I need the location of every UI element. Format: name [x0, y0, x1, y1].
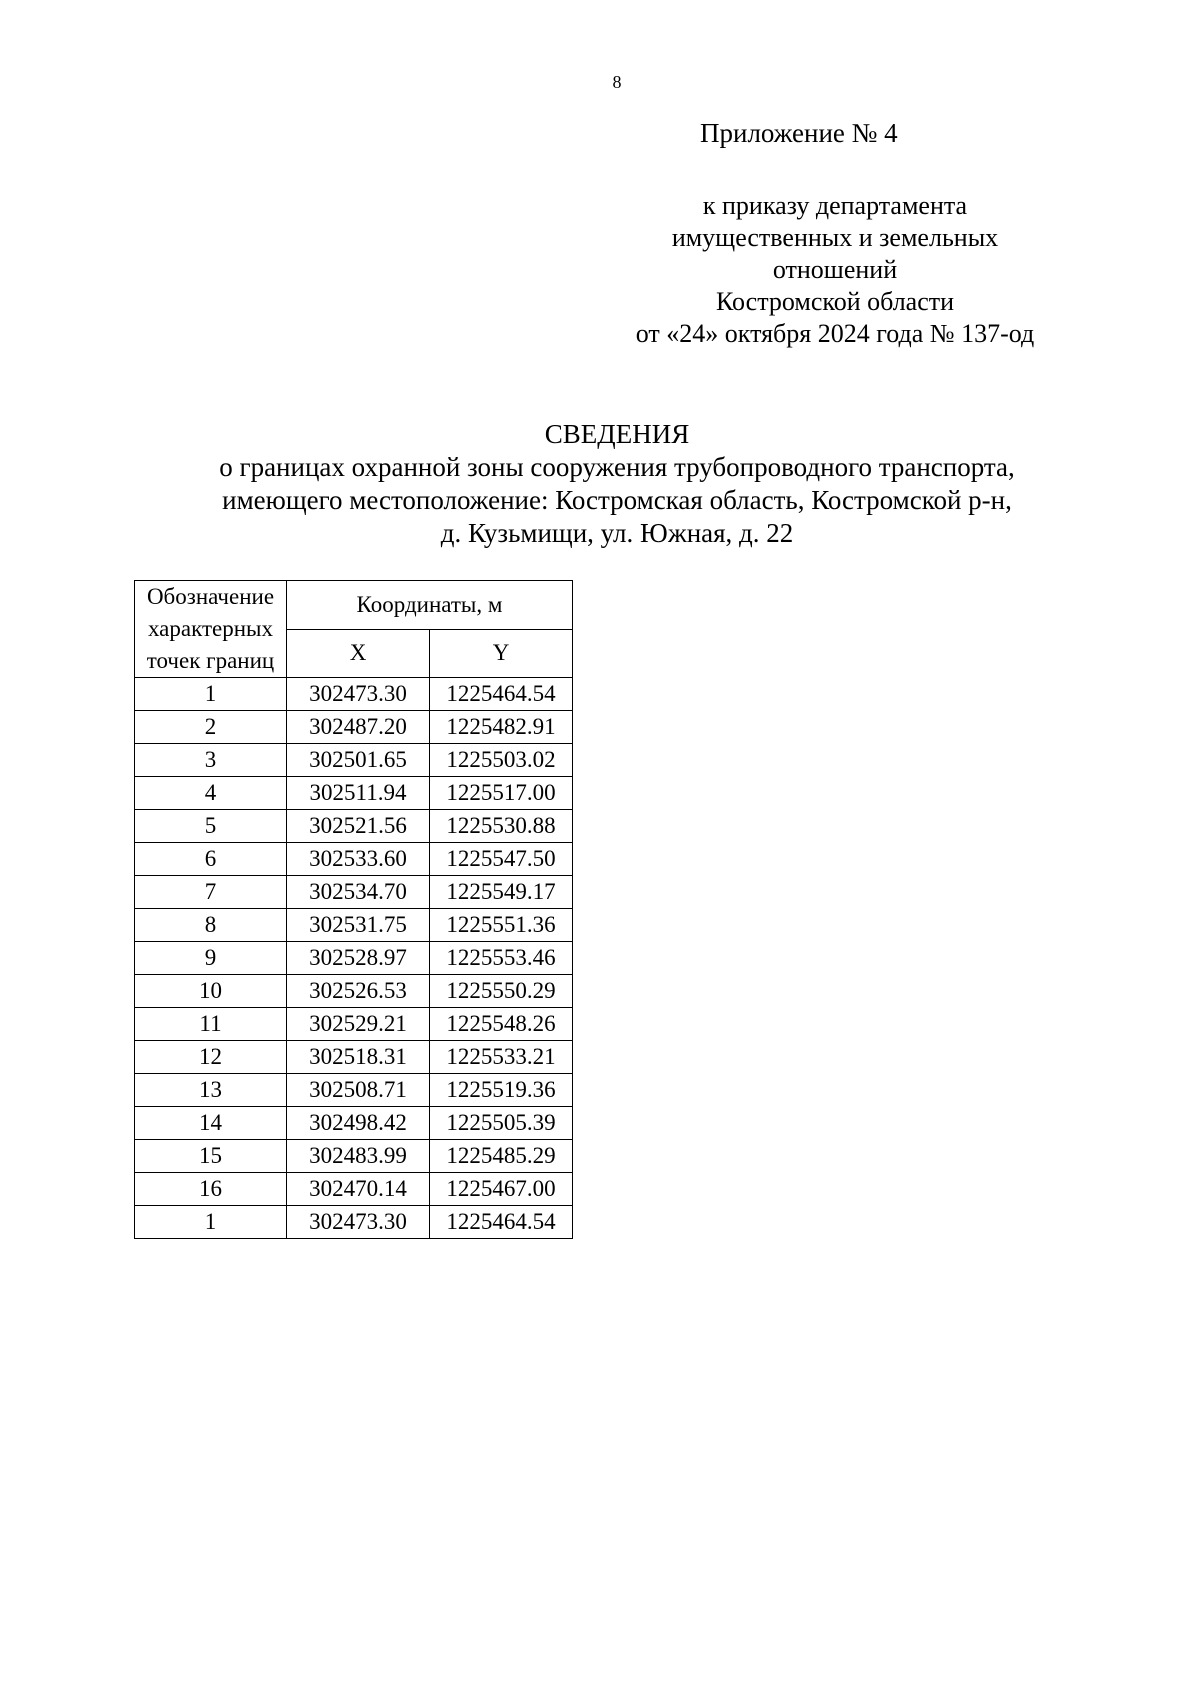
header-point-line: Обозначение — [146, 584, 275, 609]
table-row — [135, 1173, 573, 1206]
y-cell: 1225464.54 — [430, 1206, 573, 1239]
y-cell: 1225464.54 — [430, 678, 573, 711]
document-heading — [0, 418, 1200, 550]
point-cell: 1 — [135, 678, 287, 711]
x-cell: 302498.42 — [287, 1107, 430, 1140]
point-cell: 10 — [135, 975, 287, 1008]
coordinates-table-body — [135, 678, 573, 1239]
point-cell: 4 — [135, 777, 287, 810]
x-cell: 302470.14 — [287, 1173, 430, 1206]
table-row — [135, 678, 573, 711]
x-cell: 302533.60 — [287, 843, 430, 876]
y-cell: 1225517.00 — [430, 777, 573, 810]
x-cell: 302483.99 — [287, 1140, 430, 1173]
x-cell: 302487.20 — [287, 711, 430, 744]
point-cell: 7 — [135, 876, 287, 909]
x-cell: 302531.75 — [287, 909, 430, 942]
appendix-title: Приложение № 4 — [700, 118, 898, 148]
y-cell: 1225549.17 — [430, 876, 573, 909]
x-cell: 302534.70 — [287, 876, 430, 909]
coordinates-table — [134, 580, 573, 1239]
point-cell: 3 — [135, 744, 287, 777]
y-cell: 1225485.29 — [430, 1140, 573, 1173]
header-point-designation — [135, 581, 287, 678]
table-row — [135, 711, 573, 744]
point-cell: 5 — [135, 810, 287, 843]
table-row — [135, 1140, 573, 1173]
x-cell: 302526.53 — [287, 975, 430, 1008]
table-row — [135, 975, 573, 1008]
point-cell: 9 — [135, 942, 287, 975]
table-row — [135, 777, 573, 810]
order-ref-line: имущественных и земельных — [671, 223, 999, 252]
x-cell: 302521.56 — [287, 810, 430, 843]
y-cell: 1225553.46 — [430, 942, 573, 975]
y-cell: 1225551.36 — [430, 909, 573, 942]
table-row — [135, 1206, 573, 1239]
heading-line: имеющего местоположение: Костромская область, Костромской р-н, — [222, 485, 1012, 515]
header-coordinates: Координаты, м — [287, 581, 573, 630]
point-cell: 12 — [135, 1041, 287, 1074]
x-cell: 302473.30 — [287, 1206, 430, 1239]
y-cell: 1225467.00 — [430, 1173, 573, 1206]
y-cell: 1225482.91 — [430, 711, 573, 744]
order-ref-line: к приказу департамента — [702, 191, 968, 220]
table-row — [135, 843, 573, 876]
point-cell: 1 — [135, 1206, 287, 1239]
point-cell: 13 — [135, 1074, 287, 1107]
x-cell: 302473.30 — [287, 678, 430, 711]
table-row — [135, 1041, 573, 1074]
table-row — [135, 909, 573, 942]
table-row — [135, 1008, 573, 1041]
x-cell: 302511.94 — [287, 777, 430, 810]
order-ref-line: отношений — [772, 255, 898, 284]
point-cell: 6 — [135, 843, 287, 876]
y-cell: 1225503.02 — [430, 744, 573, 777]
page-number: 8 — [612, 72, 622, 92]
point-cell: 16 — [135, 1173, 287, 1206]
heading-line: д. Кузьмищи, ул. Южная, д. 22 — [440, 518, 794, 548]
table-row — [135, 810, 573, 843]
x-cell: 302518.31 — [287, 1041, 430, 1074]
y-cell: 1225519.36 — [430, 1074, 573, 1107]
y-cell: 1225550.29 — [430, 975, 573, 1008]
order-reference — [580, 190, 1090, 350]
order-ref-line: от «24» октября 2024 года № 137-од — [635, 319, 1035, 348]
point-cell: 2 — [135, 711, 287, 744]
y-cell: 1225548.26 — [430, 1008, 573, 1041]
point-cell: 11 — [135, 1008, 287, 1041]
x-cell: 302508.71 — [287, 1074, 430, 1107]
header-x: X — [287, 629, 430, 678]
table-row — [135, 1074, 573, 1107]
table-row — [135, 942, 573, 975]
y-cell: 1225530.88 — [430, 810, 573, 843]
x-cell: 302501.65 — [287, 744, 430, 777]
y-cell: 1225505.39 — [430, 1107, 573, 1140]
heading-line: о границах охранной зоны сооружения трубопроводного транспорта, — [219, 452, 1015, 482]
point-cell: 15 — [135, 1140, 287, 1173]
header-point-line: характерных — [147, 616, 273, 641]
order-ref-line: Костромской области — [715, 287, 955, 316]
x-cell: 302528.97 — [287, 942, 430, 975]
y-cell: 1225533.21 — [430, 1041, 573, 1074]
table-row — [135, 876, 573, 909]
header-y: Y — [430, 629, 573, 678]
x-cell: 302529.21 — [287, 1008, 430, 1041]
heading-title: СВЕДЕНИЯ — [544, 419, 690, 449]
point-cell: 14 — [135, 1107, 287, 1140]
table-row — [135, 1107, 573, 1140]
header-point-line: точек границ — [146, 648, 275, 673]
point-cell: 8 — [135, 909, 287, 942]
y-cell: 1225547.50 — [430, 843, 573, 876]
table-row — [135, 744, 573, 777]
